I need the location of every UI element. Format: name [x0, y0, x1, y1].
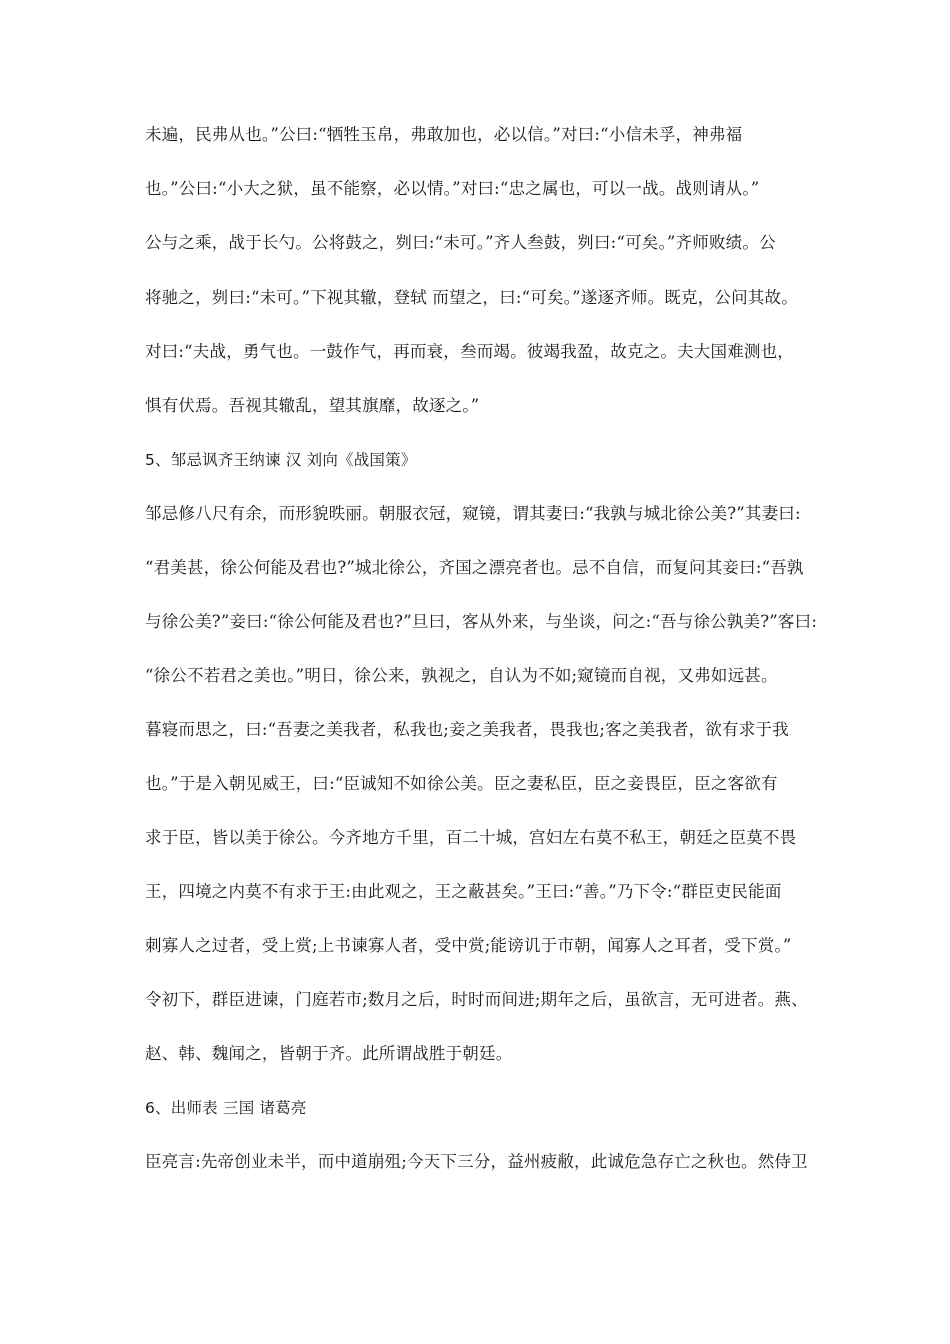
- text-line: 暮寝而思之，曰:“吾妻之美我者，私我也;妾之美我者，畏我也;客之美我者，欲有求于我: [145, 720, 789, 739]
- section-heading: 5、邹忌讽齐王纳谏 汉 刘向《战国策》: [145, 451, 417, 469]
- text-line: “徐公不若君之美也。”明日，徐公来，孰视之，自认为不如;窥镜而自视，又弗如远甚。: [145, 666, 778, 685]
- text-line: 惧有伏焉。吾视其辙乱，望其旗靡，故逐之。”: [145, 396, 480, 415]
- text-line: 对曰:“夫战，勇气也。一鼓作气，再而衰，叁而竭。彼竭我盈，故克之。夫大国难测也，: [145, 342, 794, 361]
- text-line: 刺寡人之过者，受上赏;上书谏寡人者，受中赏;能谤讥于市朝，闻寡人之耳者，受下赏。”: [145, 936, 792, 955]
- text-line: 也。”于是入朝见威王，曰:“臣诚知不如徐公美。臣之妻私臣，臣之妾畏臣，臣之客欲有: [145, 774, 778, 793]
- text-line: 王，四境之内莫不有求于王:由此观之，王之蔽甚矣。”王曰:“善。”乃下令:“群臣吏民能面: [145, 882, 782, 901]
- text-line: 求于臣，皆以美于徐公。今齐地方千里，百二十城，宫妇左右莫不私王，朝廷之臣莫不畏: [145, 828, 797, 847]
- text-line: 也。”公曰:“小大之狱，虽不能察，必以情。”对曰:“忠之属也，可以一战。战则请从。”: [145, 179, 760, 198]
- text-line: 与徐公美?”妾曰:“徐公何能及君也?”旦曰，客从外来，与坐谈，问之:“吾与徐公孰美?”客曰:: [145, 612, 818, 631]
- text-line: 公与之乘，战于长勺。公将鼓之，刿曰:“未可。”齐人叁鼓，刿曰:“可矣。”齐师败绩。公: [145, 233, 776, 252]
- text-line: 令初下，群臣进谏，门庭若市;数月之后，时时而间进;期年之后，虽欲言，无可进者。燕、: [145, 990, 808, 1009]
- text-line: 邹忌修八尺有余，而形貌昳丽。朝服衣冠，窥镜，谓其妻曰:“我孰与城北徐公美?”其妻曰:: [145, 504, 801, 523]
- text-line: 赵、韩、魏闻之，皆朝于齐。此所谓战胜于朝廷。: [145, 1044, 513, 1063]
- section-heading: 6、出师表 三国 诸葛亮: [145, 1099, 307, 1117]
- text-line: 未遍，民弗从也。”公曰:“牺牲玉帛，弗敢加也，必以信。”对曰:“小信未孚，神弗福: [145, 125, 743, 144]
- text-line: “君美甚，徐公何能及君也?”城北徐公，齐国之漂亮者也。忌不自信，而复问其妾曰:“吾孰: [145, 558, 804, 577]
- text-line: 臣亮言:先帝创业未半，而中道崩殂;今天下三分，益州疲敝，此诚危急存亡之秋也。然侍卫: [145, 1152, 808, 1171]
- text-line: 将驰之，刿曰:“未可。”下视其辙，登轼 而望之，曰:“可矣。”遂逐齐师。既克，公问其故。: [145, 288, 798, 307]
